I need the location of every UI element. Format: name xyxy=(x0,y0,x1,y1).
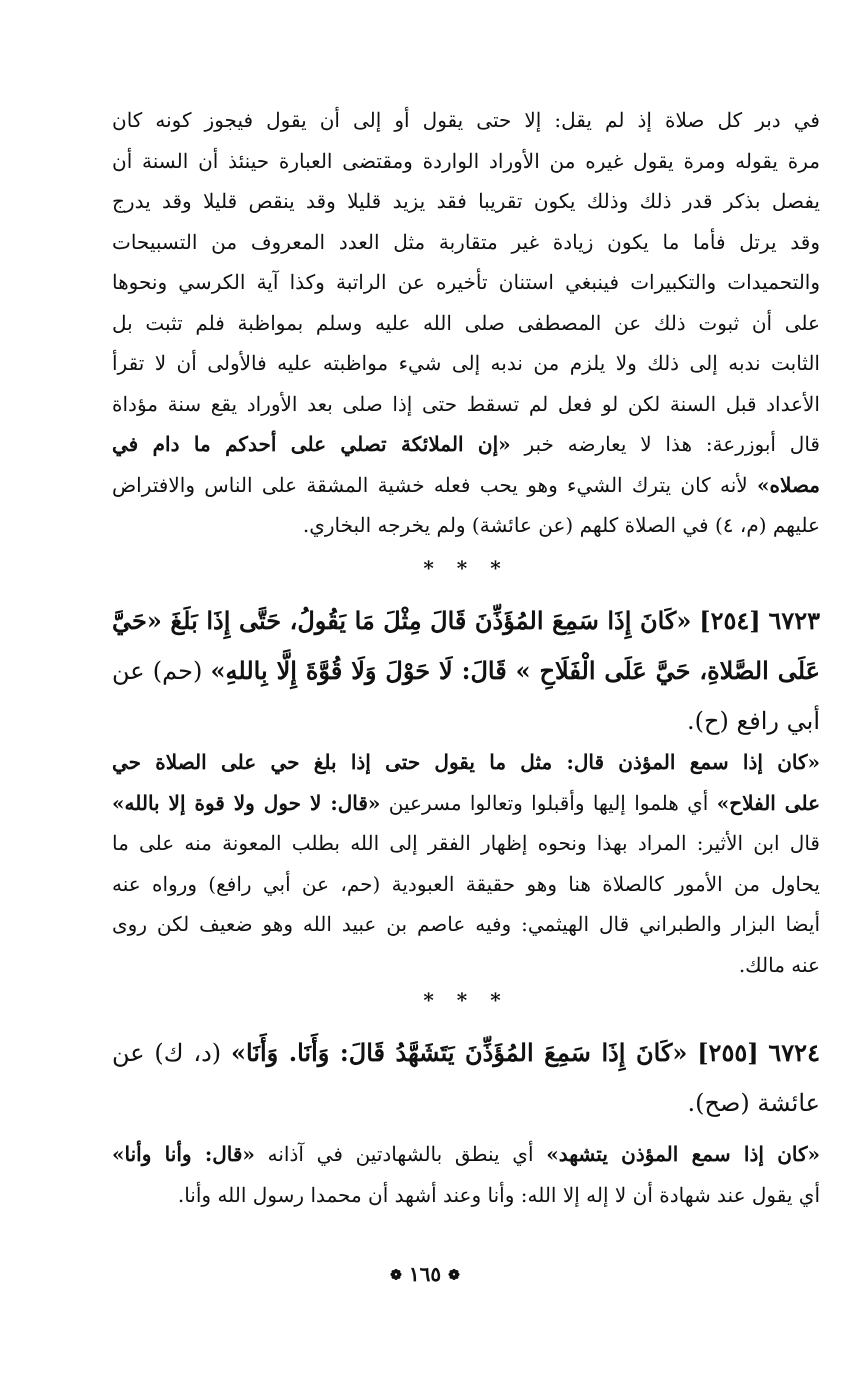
quoted-hadith: «قال: وأنا وأنا» xyxy=(112,1142,255,1166)
quoted-hadith: «كان إذا سمع المؤذن قال: مثل ما يقول حتى إذا بلغ حي على الصلاة حي xyxy=(112,750,820,774)
commentary xyxy=(112,742,820,985)
text-line xyxy=(112,465,820,506)
section-separator: * * * xyxy=(423,556,509,580)
text-line: والتحميدات والتكبيرات فينبغي استنان تأخيره عن الراتبة وكذا آية الكرسي ونحوها xyxy=(112,270,820,294)
text-line: قال ابن الأثير: المراد بهذا ونحوه إظهار الفقر إلى الله بطلب المعونة منه على ما xyxy=(112,831,820,855)
hadith-entry xyxy=(112,1028,820,1128)
text-line: أيضا البزار والطبراني قال الهيثمي: وفيه عاصم بن عبيد الله وهو ضعيف لكن روى xyxy=(112,912,820,936)
quoted-hadith: مصلاه» xyxy=(757,472,820,497)
text-line: مرة يقوله ومرة يقول غيره من الأوراد الواردة ومقتضى العبارة حينئذ أن السنة أن xyxy=(112,148,820,173)
hadith-number: ٦٧٢٤ xyxy=(768,1038,820,1067)
hadith-entry xyxy=(112,596,820,746)
text-line: عنه مالك. xyxy=(738,952,820,977)
text-line: الأعداد قبل السنة لكن لو فعل لم تسقط حتى إذا صلى بعد الأوراد يقع سنة مؤداة xyxy=(112,391,820,416)
text-line: أي يقول عند شهادة أن لا إله إلا الله: وأنا وعند أشهد أن محمدا رسول الله وأنا. xyxy=(177,1182,820,1207)
text-line xyxy=(112,742,820,783)
text-line xyxy=(112,783,820,824)
source-citation: (حم) عن xyxy=(112,657,203,685)
hadith-line xyxy=(112,646,820,696)
text-line xyxy=(112,424,820,465)
ornament-icon: ❁ xyxy=(390,1267,402,1284)
quoted-hadith: «قال: لا حول ولا قوة إلا بالله» xyxy=(112,790,381,815)
text-line: الثابت ندبه إلى ذلك ولا يلزم من ندبه إلى شيء مواظبته عليه فالأولى أن لا تقرأ xyxy=(112,351,820,375)
plain-text: قال أبوزرعة: هذا لا يعارضه خبر xyxy=(524,432,820,456)
quoted-hadith: على الفلاح» xyxy=(716,790,821,815)
text-line: وقد يرتل فأما ما يكون زيادة غير متقاربة مثل العدد المعروف من التسبيحات xyxy=(112,229,820,254)
ornament-icon: ❁ xyxy=(448,1267,460,1284)
hadith-line xyxy=(112,1028,820,1078)
plain-text: أي هلموا إليها وأقبلوا وتعالوا مسرعين xyxy=(388,790,709,815)
page-number xyxy=(0,1262,850,1286)
hadith-text: عَلَى الصَّلاةِ، حَيَّ عَلَى الْفَلَاحِ » قَالَ: لَا حَوْلَ وَلَا قُوَّةَ إِلَّا بِاللهِ» xyxy=(210,656,820,685)
text-line: في دبر كل صلاة إذ لم يقل: إلا حتى يقول أو إلى أن يقول فيجوز كونه كان xyxy=(112,108,820,132)
text-line xyxy=(112,1134,820,1175)
quoted-hadith: «إن الملائكة تصلي على أحدكم ما دام في xyxy=(112,432,511,456)
hadith-text: «كَانَ إِذَا سَمِعَ المُؤَذِّنَ قَالَ مِثْلَ مَا يَقُولُ، حَتَّى إِذَا بَلَغَ «حَيَّ xyxy=(112,606,692,635)
text-line: يفصل بذكر قدر ذلك وذلك يكون تقريبا فقد يزيد قليلا وقد ينقص قليلا وقد يدرج xyxy=(112,189,820,213)
page-number-text: ١٦٥ xyxy=(408,1262,442,1286)
hadith-reference: [٢٥٥] xyxy=(697,1038,759,1067)
commentary xyxy=(112,1134,820,1215)
section-separator: * * * xyxy=(423,988,509,1012)
hadith-line: عائشة (صح). xyxy=(687,1089,820,1117)
hadith-number: ٦٧٢٣ xyxy=(768,606,820,635)
text-line: على أن ثبوت ذلك عن المصطفى صلى الله عليه وسلم بمواظبة فلم تثبت بل xyxy=(112,310,820,335)
source-citation: (د، ك) عن xyxy=(112,1039,222,1067)
plain-text: لأنه كان يترك الشيء وهو يحب فعله خشية المشقة على الناس والافتراض xyxy=(112,472,748,497)
quoted-hadith: «كان إذا سمع المؤذن يتشهد» xyxy=(546,1142,821,1166)
text-line: يحاول من الأمور كالصلاة هنا وهو حقيقة العبودية (حم، عن أبي رافع) ورواه عنه xyxy=(112,871,820,896)
hadith-reference: [٢٥٤] xyxy=(699,606,761,635)
text-line: عليهم (م، ٤) في الصلاة كلهم (عن عائشة) ولم يخرجه البخاري. xyxy=(302,513,820,537)
hadith-line: أبي رافع (ح). xyxy=(687,707,820,735)
hadith-line xyxy=(112,596,820,646)
plain-text: أي ينطق بالشهادتين في آذانه xyxy=(267,1142,534,1166)
hadith-text: «كَانَ إِذَا سَمِعَ المُؤَذِّنَ يَتَشَهَّدُ قَالَ: وَأَنَا. وَأَنَا» xyxy=(230,1038,688,1067)
paragraph-continuation xyxy=(112,100,820,546)
